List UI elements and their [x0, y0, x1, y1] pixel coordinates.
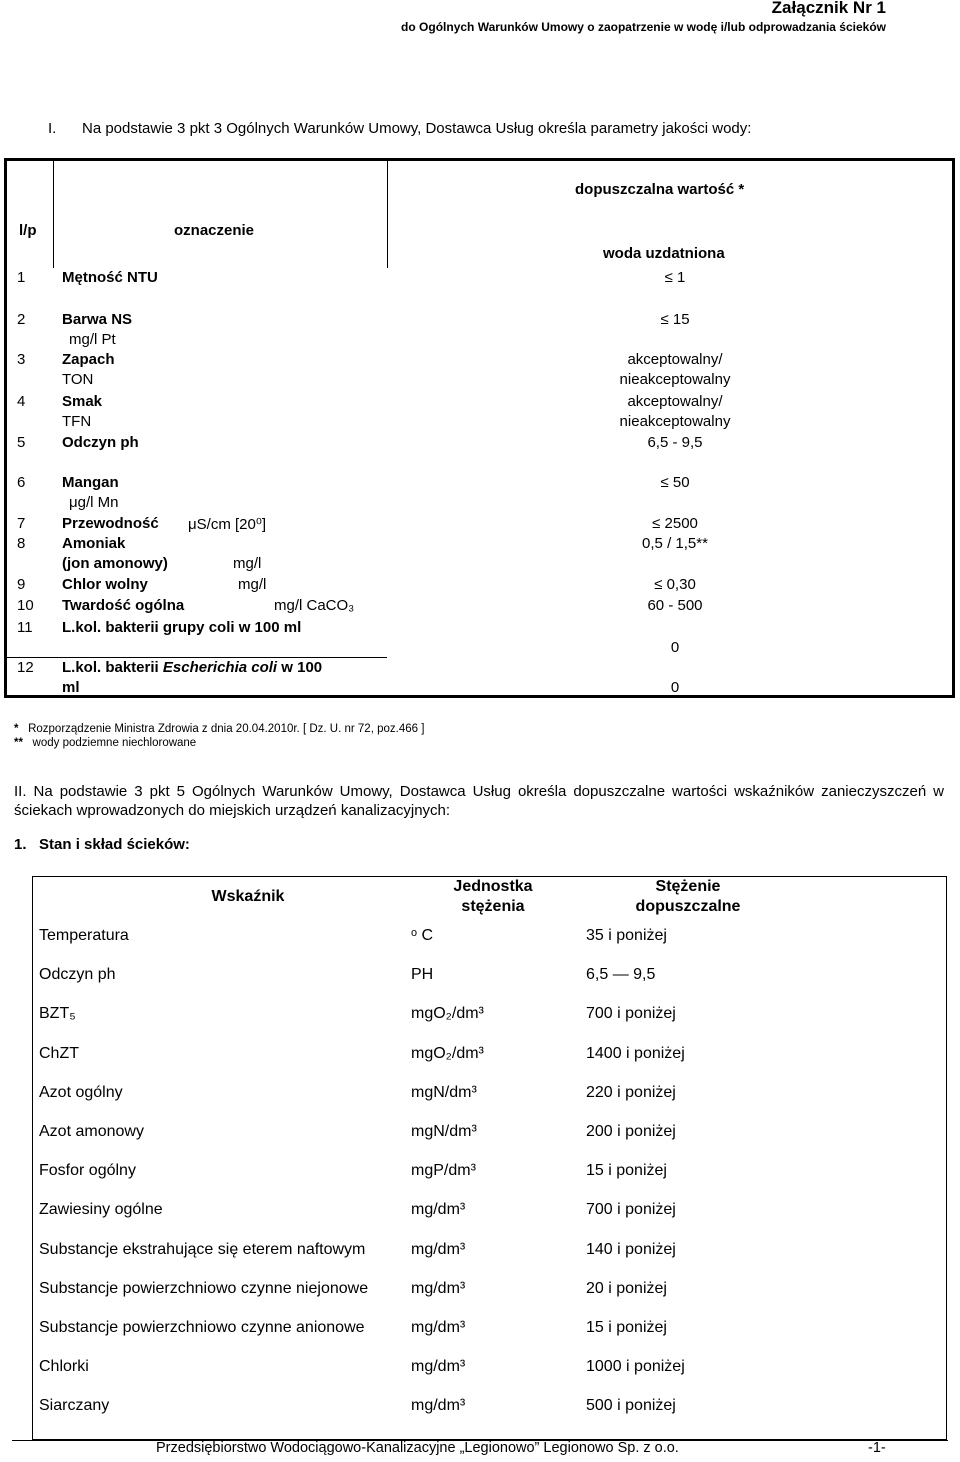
table2-row-name: Odczyn ph: [39, 966, 116, 984]
footnote-2-text: wody podziemne niechlorowane: [32, 737, 197, 749]
table2-row-value: 15 i poniżej: [586, 1162, 667, 1180]
table2-row-value: 700 i poniżej: [586, 1201, 676, 1219]
table2-row-name: BZT₅: [39, 1005, 76, 1023]
table1-row-value: 0: [670, 639, 680, 656]
table2-row-value: 200 i poniżej: [586, 1123, 676, 1140]
table1-row-number: 1: [17, 269, 26, 286]
table2-row-value: 140 i poniżej: [586, 1240, 676, 1258]
attachment-subtitle: do Ogólnych Warunków Umowy o zaopatrzenie w wodę i/lub odprowadzania ścieków: [401, 20, 886, 34]
table1-row-number: 12: [17, 659, 34, 676]
table1-row-value: ≤ 15: [660, 311, 690, 328]
section-2-number: II.: [14, 783, 27, 800]
table1-row-value: ≤ 1: [664, 269, 686, 286]
table1-row-name: Zapach: [62, 351, 115, 368]
page-number: -1-: [868, 1440, 886, 1456]
table2-row-value: 20 i poniżej: [586, 1279, 667, 1297]
table2-row-unit: mg/dm³: [411, 1201, 466, 1219]
attachment-title: Załącznik Nr 1: [771, 0, 886, 17]
section-2-sub-number: 1.: [14, 836, 27, 853]
table1-row-value: akceptowalny/: [627, 351, 723, 368]
section-2-text: Na podstawie 3 pkt 5 Ogólnych Warunków Umowy, Dostawca Usług określa dopuszczalne wartości wskaźników zanieczyszczeń w ściekach wprowadzonych do miejskich urządzeń kanalizacyjnych:: [14, 783, 944, 819]
table2-head-conc-line1: Stężenie: [655, 878, 721, 895]
section-1-number: I.: [48, 120, 57, 137]
table2-head-indicator: Wskaźnik: [211, 888, 285, 905]
table1-row-value: akceptowalny/: [627, 393, 723, 410]
table2-row-unit: mg/dm³: [411, 1279, 466, 1297]
table1-divider-value: [387, 161, 388, 268]
footnote-1: [14, 723, 424, 735]
table1-row-number: 7: [17, 515, 26, 532]
footnote-2: [14, 737, 196, 749]
table2-row-value: 220 i poniżej: [586, 1083, 676, 1101]
table1-head-value: woda uzdatniona: [603, 245, 725, 262]
table1-row-value: ≤ 0,30: [654, 576, 696, 593]
table2-row-value: 6,5 — 9,5: [586, 966, 656, 984]
table2-row-name: Azot amonowy: [39, 1123, 144, 1140]
table1-row-divider: [7, 657, 387, 658]
table1-row-number: 2: [17, 311, 26, 328]
table1-row-name: Mangan: [62, 474, 119, 491]
table2-head-unit-line2: stężenia: [461, 898, 525, 915]
table1-row-name-line2: mg/l Pt: [69, 331, 116, 348]
table1-row-name: Przewodność: [62, 515, 159, 532]
table2-row-name: Azot ogólny: [39, 1083, 123, 1101]
section-2-sub-title: Stan i skład ścieków:: [39, 836, 190, 853]
table1-row-number: 6: [17, 474, 26, 491]
table1-row-number: 9: [17, 576, 26, 593]
table2-row-name: Temperatura: [39, 927, 129, 944]
table1-row-number: 3: [17, 351, 26, 368]
table2-row-unit: PH: [411, 966, 434, 984]
table1-row-name-line2: TFN: [62, 413, 92, 430]
table2-row-unit: mgP/dm³: [411, 1162, 476, 1180]
table2-row-value: 1000 i poniżej: [586, 1358, 685, 1376]
table2-row-name: Substancje ekstrahujące się eterem naftowym: [39, 1240, 366, 1258]
table1-row-number: 5: [17, 434, 26, 451]
footnote-2-mark: **: [14, 737, 23, 749]
section-1-text: Na podstawie 3 pkt 3 Ogólnych Warunków Umowy, Dostawca Usług określa parametry jakości wody:: [82, 120, 752, 137]
table1-row-value: ≤ 50: [660, 474, 690, 491]
table1-row-number: 11: [17, 619, 33, 636]
table2-row-value: 1400 i poniżej: [586, 1044, 685, 1062]
table1-row-value: 60 - 500: [647, 597, 703, 614]
table2-row-name: ChZT: [39, 1044, 79, 1062]
table1-row-name: [62, 659, 322, 676]
table2-head-unit: [393, 877, 593, 917]
table1-row-name-line2: ml: [62, 679, 80, 696]
table1-row-name: Amoniak: [62, 535, 126, 552]
table1-row-number: 10: [17, 597, 34, 614]
table1-row-name-italic: Escherichia coli: [162, 659, 278, 676]
table1-row-number: 8: [17, 535, 26, 552]
table2-row-value: 700 i poniżej: [586, 1005, 676, 1023]
table1-row-name: Chlor wolny: [62, 576, 148, 593]
table1-row-name: L.kol. bakterii grupy coli w 100 ml: [62, 619, 302, 636]
table2-row-name: Chlorki: [39, 1358, 89, 1376]
table2-row-unit: mgN/dm³: [411, 1083, 477, 1101]
table1-row-value: ≤ 2500: [652, 515, 698, 532]
table1-row-value: 0: [670, 679, 680, 696]
table2-row-value: 15 i poniżej: [586, 1319, 667, 1336]
table1-row-name-line2: μg/l Mn: [69, 494, 119, 511]
table2-row-unit: ᵒ C: [411, 927, 434, 944]
wastewater-limits-table: [32, 876, 947, 1440]
table2-head-unit-line1: Jednostka: [453, 878, 533, 895]
table1-row-value-line2: nieakceptowalny: [619, 413, 731, 430]
table2-row-unit: mgO₂/dm³: [411, 1044, 484, 1062]
table1-head-value-group: dopuszczalna wartość *: [575, 181, 745, 198]
table2-row-name: Siarczany: [39, 1397, 110, 1415]
table2-row-unit: mg/dm³: [411, 1397, 466, 1415]
table1-row-name-part: L.kol. bakterii: [62, 659, 159, 676]
table2-row-value: 500 i poniżej: [586, 1397, 676, 1415]
section-1-intro: [48, 120, 751, 137]
water-quality-table: [4, 158, 955, 698]
table1-row-unit: mg/l CaCO₃: [274, 597, 355, 614]
table2-row-name: Substancje powierzchniowo czynne niejonowe: [39, 1279, 369, 1297]
table1-head-lp: l/p: [19, 222, 37, 239]
table2-head-conc-line2: dopuszczalne: [635, 898, 741, 915]
table1-row-unit: μS/cm [20⁰]: [188, 516, 267, 533]
table2-row-value: 35 i poniżej: [586, 927, 667, 944]
table1-row-value: 6,5 - 9,5: [647, 434, 703, 451]
table2-row-name: Substancje powierzchniowo czynne anionowe: [39, 1319, 365, 1336]
table2-row-unit: mg/dm³: [411, 1358, 466, 1376]
section-2-intro: [14, 782, 944, 820]
section-2-subheading: [14, 836, 190, 853]
footnote-1-text: Rozporządzenie Ministra Zdrowia z dnia 20.04.2010r. [ Dz. U. nr 72, poz.466 ]: [28, 723, 425, 735]
table1-row-name: Barwa NS: [62, 311, 133, 328]
table1-row-number: 4: [17, 393, 26, 410]
table1-row-unit: mg/l: [238, 576, 267, 593]
table1-row-name-line2: (jon amonowy): [62, 555, 168, 572]
table1-row-name: Mętność NTU: [62, 269, 158, 286]
table1-head-name: oznaczenie: [174, 222, 255, 239]
table2-row-unit: mgN/dm³: [411, 1123, 477, 1140]
table1-row-name: Smak: [62, 393, 103, 410]
table1-row-name: Twardość ogólna: [62, 597, 185, 614]
table1-row-name-line2: TON: [62, 371, 94, 388]
table1-row-value-line2: nieakceptowalny: [619, 371, 731, 388]
footer-company: Przedsiębiorstwo Wodociągowo-Kanalizacyjne „Legionowo” Legionowo Sp. z o.o.: [156, 1440, 679, 1456]
table2-head-concentration: [593, 877, 783, 917]
table1-row-name-tail: w 100: [281, 659, 323, 676]
table2-row-name: Fosfor ogólny: [39, 1162, 136, 1180]
table2-row-unit: mg/dm³: [411, 1319, 466, 1336]
footnote-1-mark: *: [14, 723, 19, 735]
table1-row-value: 0,5 / 1,5**: [642, 535, 708, 552]
table2-row-unit: mg/dm³: [411, 1240, 466, 1258]
table2-row-unit: mgO₂/dm³: [411, 1005, 484, 1023]
table1-row-name: Odczyn ph: [62, 434, 139, 451]
table2-row-name: Zawiesiny ogólne: [39, 1201, 163, 1219]
table1-divider-lp: [53, 161, 54, 268]
table1-row-unit-line2: mg/l: [233, 555, 262, 572]
